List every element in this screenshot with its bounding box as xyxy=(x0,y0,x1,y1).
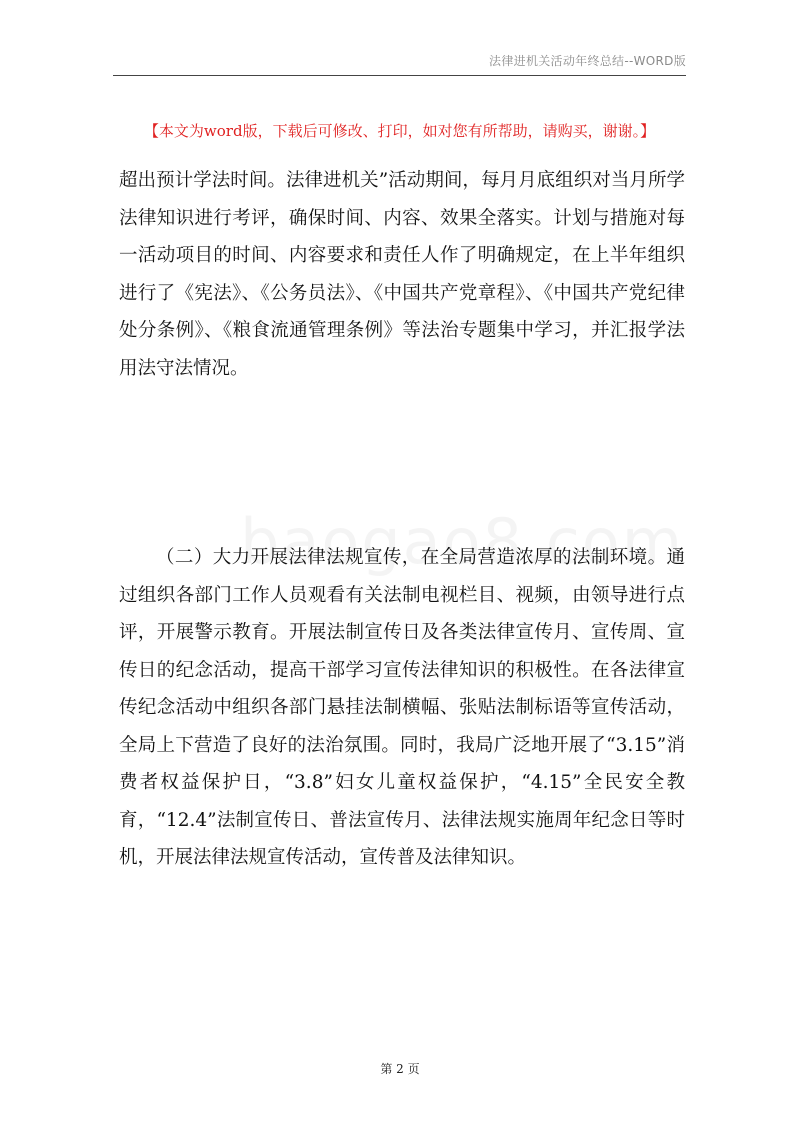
running-header: 法律进机关活动年终总结--WORD版 xyxy=(489,54,686,68)
header-divider xyxy=(113,75,686,76)
page-number: 第 2 页 xyxy=(380,1062,420,1076)
body-paragraph-1: 超出预计学法时间。法律进机关”活动期间，每月月底组织对当月所学法律知识进行考评，确保时间、内容、效果全落实。计划与措施对每一活动项目的时间、内容要求和责任人作了明确规定，在上半年组织进行了《宪法》、《公务员法》、《中国共产党章程》、《中国共产党纪律处分条例》、《粮食流通管理条例》等法治专题集中学习，并汇报学法用法守法情况。 xyxy=(119,170,685,379)
purchase-notice: 【本文为word版，下载后可修改、打印，如对您有所帮助，请购买，谢谢。】 xyxy=(143,122,656,140)
body-paragraph-2: （二）大力开展法律法规宣传，在全局营造浓厚的法制环境。通过组织各部门工作人员观看有关法制电视栏目、视频，由领导进行点评，开展警示教育。开展法制宣传日及各类法律宣传月、宣传周、宣传日的纪念活动，提高干部学习宣传法律知识的积极性。在各法律宣传纪念活动中组织各部门悬挂法制横幅、张贴法制标语等宣传活动，全局上下营造了良好的法治氛围。同时，我局广泛地开展了“3.15”消费者权益保护日，“3.8”妇女儿童权益保护，“4.15”全民安全教育，“12.4”法制宣传日、普法宣传月、法律法规实施周年纪念日等时机，开展法律法规宣传活动，宣传普及法律知识。 xyxy=(119,547,685,868)
